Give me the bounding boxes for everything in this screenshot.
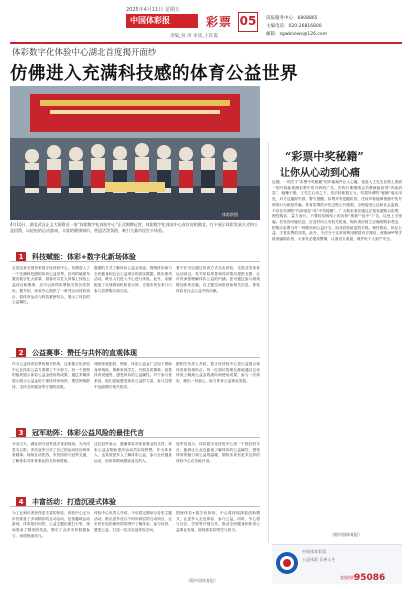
- lottery-advertisement: [272, 544, 402, 584]
- section-heading-1: [10, 252, 260, 262]
- photo-illustration: [10, 86, 260, 220]
- section-title: 科技赋能：体彩+数字化新场体验: [32, 253, 136, 261]
- column-divider: [268, 142, 269, 542]
- page-header: [0, 0, 410, 44]
- section-title: 公益赛事：赞任与共怀的直观体现: [32, 349, 137, 357]
- article-headline: 仿佛进入充满科技感的体育公益世界: [10, 64, 298, 84]
- section-heading-4: [10, 497, 260, 507]
- article-subtitle: 体彩数字化体验中心湖北首度揭开面纱: [12, 48, 157, 58]
- contact-info: 读报服务中心：6808865 主编电话：020-26816800 邮箱：zgwbnews@126.com: [266, 16, 328, 37]
- body-text: 看不在可以通过体育方式自由体验，走进各类体育运动项目，有关体验背景和具体情况提供支撑，让市民深度理解体彩公益的内涵。更可通过参与游戏增加体育乐趣，在主题空间里获取相关信息，体验体彩在社会公益中的贡献。: [176, 266, 260, 293]
- section-title: 丰富活动：打造沉浸式体验: [32, 498, 116, 506]
- section-number: 1: [16, 252, 26, 262]
- body-text: 冠军们表示，体彩数字化体验中心是一个很好的平台，能够让公众近距离了解体彩的公益属性，感受体育的魅力和公益的温暖，期待未来有更多这样的体验中心在各地开设。: [176, 442, 260, 464]
- section-rule: [10, 357, 260, 358]
- section-number: 2: [16, 348, 26, 358]
- header-rule: [10, 42, 402, 44]
- issue-date: 2025年4月11日 星期五: [126, 7, 180, 13]
- section-rule: [10, 437, 260, 438]
- body-text: 体验中心负责人介绍，今后将定期举办各类主题活动，推出更多适合不同年龄层的互动项目，让市民在轻松愉快的氛围中了解体彩、参与体育、感受公益，打造一站式沉浸体验空间。: [94, 511, 172, 533]
- photo-caption: 4月10日，湖北武汉正义大街附近一家“体彩数字化体验中心”正式揭牌运营，体彩数字化体验中心首次亮相湖北，打卡展示体彩发展方式和公益回馈，以轻松的运动游戏、丰富的健康知识，营造活泼氛围，吸引大量市民打卡体验。: [10, 222, 258, 233]
- body-text: 作为公益体育彩票的相关机构，这家数字化体验中心在体彩公益方面做了不少努力，有一个独特的板块展示体彩公益金使用的成果，通过多媒体展示展示公益金用于建设体育场馆、帮扶困难群体、支持全民健身等方面的成果。: [12, 362, 90, 389]
- section-rule: [10, 261, 260, 262]
- section-heading-3: [10, 428, 260, 438]
- event-photo: [10, 86, 260, 220]
- body-text: 这位冠军表示，感谢体彩对体育事业的支持，体彩公益金帮助很多运动员实现梦想。作为体育人，也希望更多人了解体彩公益，参与全民健身运动，用体育精神感染身边的人。: [94, 442, 172, 464]
- body-text: 开业当天，湖北部分冠军选手来到现场，为市民签名合影。多位冠军分享了自己的运动经历和体育精神。现场互动热烈，市民纷纷与冠军交流，了解体彩对体育事业的支持和帮助。: [12, 442, 90, 464]
- body-text: 围绕体彩+数字化体验，中心将持续探索创新模式，让更多人走近体彩，参与公益。同时，中心将与社区、学校等开展合作，推动全民健身和体育公益事业发展，展现体彩的责任与担当。: [176, 511, 260, 533]
- sidebar-subtitle: 让你从心动到心痛: [280, 168, 360, 179]
- ad-slogan: 公益体彩 乐善人生: [302, 557, 336, 562]
- body-text: 数据的方式了解体彩公益金用途。围绕体彩助力全民健身和社会公益项目的真实数据，推出系列活动，吸引人们进入中心进行体验。此外，店铺配备了足球游戏机和显示屏，方便市民在家门口参与彩票购买和互动。: [94, 266, 172, 293]
- section-name: 彩票: [206, 15, 233, 29]
- sidebar-body: 近期，一则关于“彩票中奖秘籍”的诈骗案件让人心痛。受害人王先生在网上看到一则号称能预测彩票中奖号码的广告，声称只要缴纳会员费就能获得“内部消息”，稳赚不赔。王先生心动之下，先后转账数万元，结果所谓的“秘籍”毫无用处，对方也随即失联。警方提醒，彩票开奖是随机的，任何声称能够预测中奖号码的行为都是诈骗。体育彩票的开奖过程公开透明，全程接受公证和社会监督，不存在所谓的“内部消息”或“中奖秘籍”。广大购彩者应通过正规渠道购买彩票，理性购彩，量力而行，不要轻信网络上的各种“预测”“包中”广告，以免上当受骗。若发现可疑信息，应及时向公安机关报案。购彩者应树立正确的购彩观念，把购买彩票当作一种娱乐和公益行为，而非投资致富的手段。理性购彩，快乐公益，才是彩票的初衷。此外，不法分子还常常利用假冒官方网站、虚假APP等手段诱骗购彩者，大家务必提高警惕，认准官方渠道，保护好个人财产安全。: [272, 180, 402, 242]
- page-number: 05: [238, 12, 258, 32]
- article-source: （据中国体育报）: [186, 578, 218, 583]
- editor-credits: 责编_何 涛 审读_王红霞: [170, 34, 218, 39]
- section-rule: [10, 506, 260, 507]
- ad-phone-label: 客服热线: [340, 575, 356, 580]
- body-text: 为了让到访者获得更丰富的体验，体验中心还为市民准备了多项精彩的互动活动，包括趣味运动游戏、体彩知识问答、公益主题拍照打卡等，现场准备了精美的奖品，吸引了众多市民积极参与，场面热闹非凡。: [12, 511, 90, 538]
- sidebar-source: （据中国体育报）: [330, 532, 362, 537]
- ad-phone-number: 95086: [354, 573, 386, 583]
- section-number: 3: [16, 428, 26, 438]
- ad-org: 中国体育彩票: [302, 549, 326, 554]
- lottery-logo-icon: [275, 551, 299, 575]
- section-heading-2: [10, 348, 260, 358]
- newspaper-logo: 中国体彩报: [126, 14, 198, 28]
- body-text: 据相关负责人介绍，数字化体验中心将公益展示和体育体验相结合，每一位到访的朋友都能通过互动体验了解到公益金的流向和使用成果，参与一次体彩，献出一份爱心，助力体育公益事业发展。: [176, 362, 260, 384]
- section-number: 4: [16, 497, 26, 507]
- body-text: 走进这家全国首家数字化体验中心，仿佛进入了一个充满科技感的体育公益世界，店内的墙面布置出数字化大屏幕，游客可以在大屏幕上体验公益项目和赛事，还可以获得彩票相关的各类资讯。据介绍，体验中心提供了一系列互动体验项目，将体育运动与科技紧密结合，展示了体彩的公益属性。: [12, 266, 90, 305]
- body-text: 城的家庭影院、例如，体彩公益金广泛用于帮助身体残疾、困难家庭学生，开展各类赛事，改善体育设施等，感受体彩的公益属性。对于参与者来说，他们更能感受体彩公益的力量，参与过程中也能增长相关知识。: [94, 362, 172, 389]
- photo-credit: 体彩供图: [222, 212, 238, 217]
- sidebar-title: “彩票中奖秘籍”: [285, 150, 364, 163]
- section-title: 冠军助阵：体彩公益风险的最佳代言: [32, 429, 144, 437]
